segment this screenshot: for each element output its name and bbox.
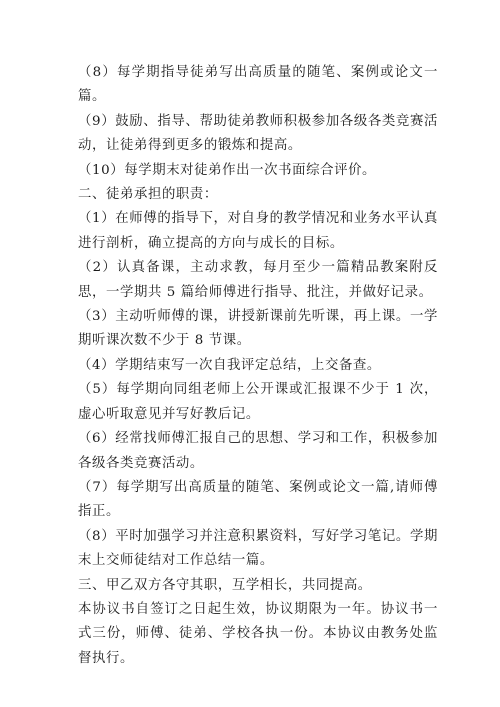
clause-apprentice-4: （4）学期结束写一次自我评定总结，上交备查。	[78, 357, 381, 373]
document-body	[78, 61, 438, 671]
clause-apprentice-3: （3）主动听师傅的课，讲授新课前先听课，再上课。一学期听课次数不少于 8 节课。	[78, 309, 438, 349]
clause-apprentice-1: （1）在师傅的指导下，对自身的教学情况和业务水平认真进行剖析，确立提高的方向与成长的目标。	[78, 211, 438, 251]
clause-apprentice-2: （2）认真备课，主动求教，每月至少一篇精品教案附反思，一学期共 5 篇给师傅进行指导、批注，并做好记录。	[78, 260, 438, 300]
clause-mentor-9: （9）鼓励、指导、帮助徒弟教师积极参加各级各类竞赛活动，让徒弟得到更多的锻炼和提高。	[78, 113, 438, 154]
clause-apprentice-8: （8）平时加强学习并注意积累资料，写好学习笔记。学期末上交师徒结对工作总结一篇。	[78, 528, 438, 569]
section-heading-apprentice-duties: 二、徒弟承担的职责：	[78, 187, 218, 203]
clause-mentor-10: （10）每学期末对徒弟作出一次书面综合评价。	[78, 162, 377, 178]
section-heading-mutual-duties: 三、甲乙双方各守其职，互学相长，共同提高。	[78, 577, 372, 593]
clause-apprentice-6: （6）经常找师傅汇报自己的思想、学习和工作，积极参加各级各类竞赛活动。	[78, 431, 438, 471]
agreement-validity-paragraph: 本协议书自签订之日起生效，协议期限为一年。协议书一式三份，师傅、徒弟、学校各执一份。本协议由教务处监督执行。	[78, 601, 438, 666]
clause-apprentice-7: （7）每学期写出高质量的随笔、案例或论文一篇,请师傅指正。	[78, 479, 438, 520]
clause-apprentice-5: （5）每学期向同组老师上公开课或汇报课不少于 1 次，虚心听取意见并写好教后记。	[78, 382, 438, 422]
clause-mentor-8: （8）每学期指导徒弟写出高质量的随笔、案例或论文一篇。	[78, 65, 438, 105]
